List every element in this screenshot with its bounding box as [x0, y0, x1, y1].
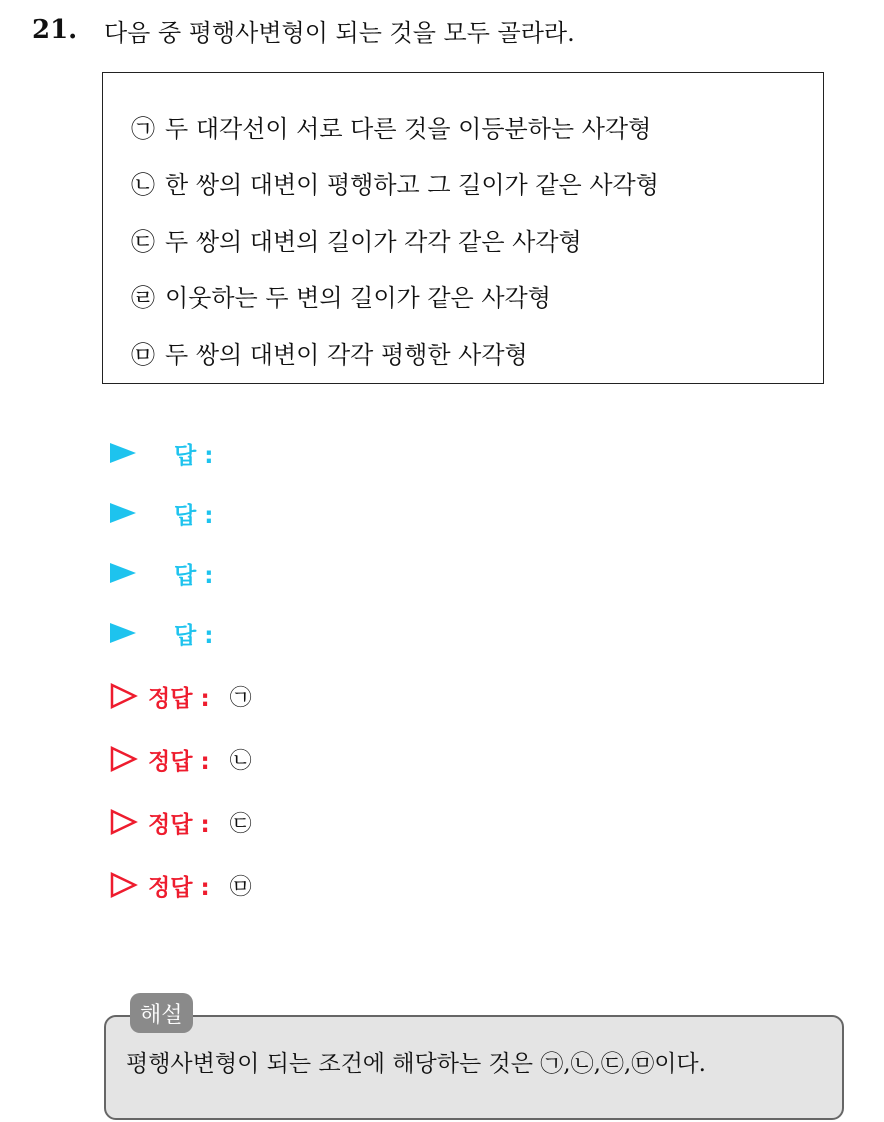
choice-text: 이웃하는 두 변의 길이가 같은 사각형 [165, 283, 551, 312]
correct-answer-label: 정답 : [148, 811, 210, 838]
correct-answer-row [110, 865, 252, 905]
question-text: 다음 중 평행사변형이 되는 것을 모두 골라라. [104, 18, 575, 47]
choice-text: 두 쌍의 대변의 길이가 각각 같은 사각형 [165, 227, 582, 256]
explanation-box [104, 1015, 844, 1120]
choice-text: 두 쌍의 대변이 각각 평행한 사각형 [165, 340, 528, 369]
filled-triangle-icon [110, 503, 136, 523]
choice-item [131, 219, 582, 259]
answer-blank-label: 답 : [174, 502, 214, 529]
explanation-text: 평행사변형이 되는 조건에 해당하는 것은 ㉠,㉡,㉢,㉤이다. [126, 1051, 706, 1077]
answer-blank-row [110, 493, 213, 533]
correct-answer-row [110, 739, 252, 779]
answer-blank-row [110, 553, 213, 593]
explanation-tag: 해설 [130, 993, 193, 1033]
correct-answer-value: ㉡ [229, 748, 252, 774]
correct-answer-label: 정답 : [148, 685, 210, 712]
answer-blank-row [110, 433, 213, 473]
correct-answer-value: ㉢ [229, 811, 252, 837]
question-header [32, 10, 575, 50]
filled-triangle-icon [110, 443, 136, 463]
answer-blank-label: 답 : [174, 562, 214, 589]
filled-triangle-icon [110, 623, 136, 643]
correct-answer-label: 정답 : [148, 874, 210, 901]
choice-marker: ㉡ [131, 170, 155, 199]
choice-item [131, 162, 659, 202]
choice-item [131, 106, 651, 146]
correct-answer-value: ㉤ [229, 874, 252, 900]
question-number: 21. [32, 15, 78, 45]
correct-answer-label: 정답 : [148, 748, 210, 775]
choice-marker: ㉢ [131, 227, 155, 256]
choice-marker: ㉤ [131, 340, 155, 369]
answer-blank-label: 답 : [174, 622, 214, 649]
filled-triangle-icon [110, 563, 136, 583]
choice-text: 두 대각선이 서로 다른 것을 이등분하는 사각형 [165, 114, 652, 143]
answer-blank-label: 답 : [174, 442, 214, 469]
outline-triangle-icon [110, 872, 138, 898]
choices-box [102, 72, 824, 384]
choice-item [131, 275, 551, 315]
correct-answer-row [110, 802, 252, 842]
choice-marker: ㉣ [131, 283, 155, 312]
choice-text: 한 쌍의 대변이 평행하고 그 길이가 같은 사각형 [165, 170, 659, 199]
correct-answer-row [110, 676, 252, 716]
choice-marker: ㉠ [131, 114, 155, 143]
answer-blank-row [110, 613, 213, 653]
outline-triangle-icon [110, 746, 138, 772]
correct-answer-value: ㉠ [229, 685, 252, 711]
choice-item [131, 332, 528, 372]
outline-triangle-icon [110, 809, 138, 835]
outline-triangle-icon [110, 683, 138, 709]
